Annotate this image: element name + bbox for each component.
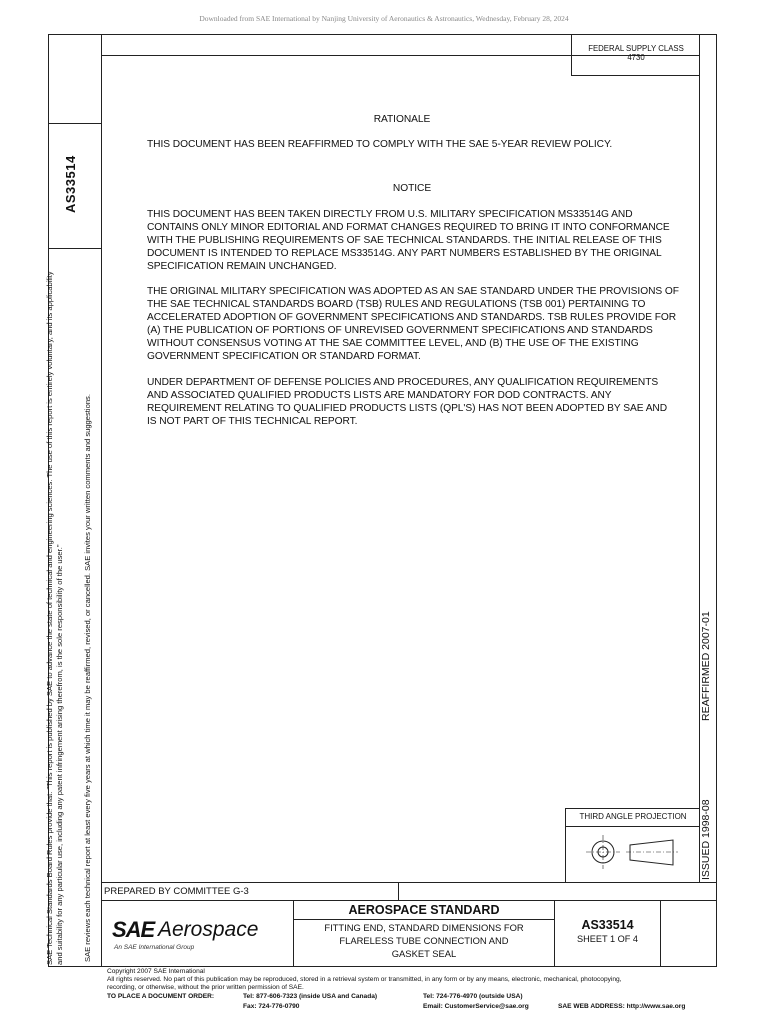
title-doc-number: AS33514 (581, 918, 634, 932)
footer-fax: Fax: 724-776-0790 (243, 1003, 300, 1010)
doc-number-vertical: AS33514 (63, 155, 78, 213)
title-subhline (293, 919, 555, 920)
sheet-number: SHEET 1 OF 4 (576, 934, 639, 944)
federal-supply-value: 4730 (627, 53, 645, 62)
projection-label: THIRD ANGLE PROJECTION (579, 812, 687, 821)
notice-heading: NOTICE (392, 183, 432, 194)
federal-supply-label: FEDERAL SUPPLY CLASS (588, 44, 684, 53)
standard-desc-line-2: FLARELESS TUBE CONNECTION AND (339, 935, 509, 946)
left-column-hline (48, 123, 102, 124)
left-column-divider (101, 34, 102, 967)
title-block-top (101, 882, 717, 883)
download-notice: Downloaded from SAE International by Nanjing University of Aeronautics & Astronautics, Wednesday, February 28, 2024 (199, 14, 569, 23)
issued-date: ISSUED 1998-08 (700, 799, 712, 880)
reaffirmed-date: REAFFIRMED 2007-01 (700, 611, 712, 721)
footer-copyright: Copyright 2007 SAE International (107, 968, 205, 975)
standard-title: AEROSPACE STANDARD (348, 903, 500, 917)
standard-desc-line-3: GASKET SEAL (391, 948, 457, 959)
standard-desc-line-1: FITTING END, STANDARD DIMENSIONS FOR (324, 922, 524, 933)
logo-sae: SAE (112, 917, 155, 942)
footer-tel-outside: Tel: 724-776-4970 (outside USA) (423, 993, 523, 1000)
footer-web-address[interactable]: SAE WEB ADDRESS: http://www.sae.org (558, 1003, 686, 1010)
frame-right (716, 34, 717, 967)
side-notice-2: SAE reviews each technical report at least every five years at which time it may be reaffirmed, revised, or cancelled. SAE invites your written comments and suggestions. (83, 394, 92, 962)
notice-paragraph-2: THE ORIGINAL MILITARY SPECIFICATION WAS ADOPTED AS AN SAE STANDARD UNDER THE PROVISIONS OF THE SAE TECHNICAL STANDARDS BOARD (TSB) RULES AND REGULATIONS (TSB 001) PERTAINING TO ACCELERATED ADOPTION OF GOVERNMENT SPECIFICATIONS AND STANDARDS. TSB RULES PROVIDE FOR (A) THE PUBLICATION OF PORTIONS OF UNREVISED GOVERNMENT SPECIFICATIONS AND STANDARDS WITHOUT CONSENSUS VOTING AT THE SAE COMMITTEE LEVEL, AND (B) THE USE OF THE EXISTING GOVERNMENT SPECIFICATION OR STANDARD FORMAT. (147, 286, 679, 362)
prepared-by: PREPARED BY COMMITTEE G-3 (104, 886, 249, 897)
projection-divider (565, 826, 699, 827)
footer-order-label: TO PLACE A DOCUMENT ORDER: (107, 993, 215, 1000)
title-block-vline-4 (660, 900, 661, 967)
footer-email[interactable]: Email: CustomerService@sae.org (423, 1003, 529, 1010)
logo-tagline: An SAE International Group (114, 944, 195, 951)
third-angle-projection-icon (580, 832, 690, 872)
logo-aerospace: Aerospace (158, 918, 259, 941)
sae-aerospace-logo (112, 917, 282, 955)
rationale-heading: RATIONALE (373, 114, 431, 125)
left-column-hline-2 (48, 248, 102, 249)
footer-tel-usa: Tel: 877-606-7323 (inside USA and Canada) (243, 993, 378, 1000)
rationale-text: THIS DOCUMENT HAS BEEN REAFFIRMED TO COMPLY WITH THE SAE 5-YEAR REVIEW POLICY. (147, 139, 613, 150)
footer-rights-2: recording, or otherwise, without the prior written permission of SAE. (107, 984, 304, 991)
notice-paragraph-1: THIS DOCUMENT HAS BEEN TAKEN DIRECTLY FROM U.S. MILITARY SPECIFICATION MS33514G AND CONTAINS ONLY MINOR EDITORIAL AND FORMAT CHANGES REQUIRED TO BRING IT INTO CONFORMANCE WITH THE PUBLISHING REQUIREMENTS OF SAE TECHNICAL STANDARDS. THE INITIAL RELEASE OF THIS DOCUMENT IS INTENDED TO REPLACE MS33514G. ANY PART NUMBERS ESTABLISHED BY THE ORIGINAL SPECIFICATION REMAIN UNCHANGED. (147, 209, 670, 272)
notice-paragraph-3: UNDER DEPARTMENT OF DEFENSE POLICIES AND PROCEDURES, ANY QUALIFICATION REQUIREMENTS AND ASSOCIATED QUALIFIED PRODUCTS LISTS ARE MANDATORY FOR DOD CONTRACTS. ANY REQUIREMENT RELATING TO QUALIFIED PRODUCTS LISTS (QPL'S) HAS NOT BEEN ADOPTED BY SAE AND IS NOT PART OF THIS TECHNICAL REPORT. (147, 377, 668, 427)
title-block-hline (101, 900, 717, 901)
frame-bottom (48, 966, 717, 967)
inner-right (699, 34, 700, 883)
footer-rights-1: All rights reserved. No part of this publication may be reproduced, stored in a retrieval system or transmitted, in any form or by any means, electronic, mechanical, photocopying, (107, 976, 622, 983)
title-block-vline-1 (398, 882, 399, 901)
side-notice-1: SAE Technical Standards Board Rules provide that: "This report is published by SAE to advance the state of technical and engineering sciences. The use of this report is entirely voluntary, and its applicability and suitability for any particular use, including any patent infringement arising therefrom, is the sole responsibility of the user." (45, 271, 64, 965)
